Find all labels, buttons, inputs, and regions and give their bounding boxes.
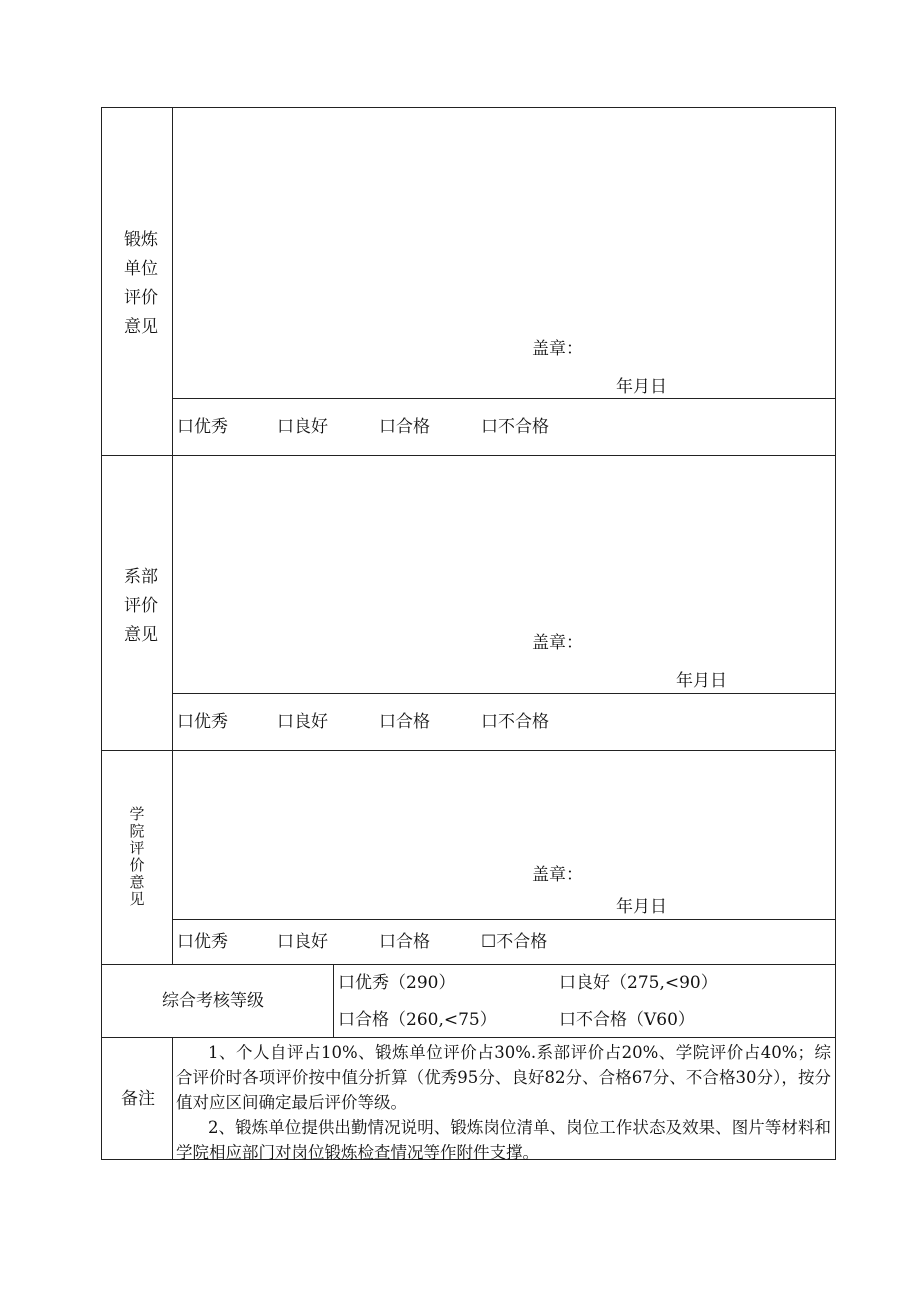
section-label-college: 学 院 评 价 意 见 — [129, 805, 145, 908]
row-divider — [101, 750, 836, 751]
grade-option-pass[interactable]: 口合格 — [379, 712, 430, 732]
grade-option-excellent[interactable]: 口优秀 — [177, 712, 228, 732]
remarks-text — [176, 1040, 831, 1165]
grade-option-excellent[interactable]: 口优秀 — [177, 417, 228, 437]
grade-option-fail[interactable]: ☐不合格 — [481, 932, 548, 952]
table-top-border — [101, 107, 836, 108]
section-label-unit: 锻炼 单位 评价 意见 — [124, 230, 158, 337]
overall-option-excellent[interactable]: 口优秀（290） — [338, 973, 456, 993]
grade-option-good[interactable]: 口良好 — [277, 712, 328, 732]
section-label-department: 系部 评价 意见 — [124, 567, 158, 645]
grade-row-divider — [172, 398, 836, 399]
stamp-label: 盖章： — [532, 865, 583, 885]
overall-grade-label: 综合考核等级 — [162, 991, 264, 1011]
remarks-paragraph-2: 2、锻炼单位提供出勤情况说明、锻炼岗位清单、岗位工作状态及效果、图片等材料和学院相应部门对岗位锻炼检查情况等作附件支撑。 — [176, 1118, 831, 1162]
date-label: 年月日 — [616, 377, 667, 397]
grade-option-fail[interactable]: 口不合格 — [481, 712, 549, 732]
table-left-border — [101, 107, 102, 1160]
grade-option-pass[interactable]: 口合格 — [379, 932, 430, 952]
table-right-border — [835, 107, 836, 1160]
overall-option-good[interactable]: 口良好（275,<90） — [559, 973, 718, 993]
date-label: 年月日 — [676, 671, 727, 691]
grade-option-pass[interactable]: 口合格 — [379, 417, 430, 437]
grade-option-excellent[interactable]: 口优秀 — [177, 932, 228, 952]
grade-option-good[interactable]: 口良好 — [277, 417, 328, 437]
stamp-label: 盖章： — [532, 339, 583, 359]
stamp-label: 盖章： — [532, 633, 583, 653]
overall-divider — [333, 964, 334, 1038]
date-label: 年月日 — [616, 897, 667, 917]
grade-option-good[interactable]: 口良好 — [277, 932, 328, 952]
row-divider — [101, 455, 836, 456]
grade-row-divider — [172, 693, 836, 694]
row-divider — [101, 1037, 836, 1038]
overall-option-fail[interactable]: 口不合格（V60） — [559, 1010, 695, 1030]
remarks-label: 备注 — [121, 1089, 155, 1109]
row-divider — [101, 964, 836, 965]
remarks-paragraph-1: 1、个人自评占10%、锻炼单位评价占30%.系部评价占20%、学院评价占40%；综合评价时各项评价按中值分折算（优秀95分、良好82分、合格67分、不合格30分），按分值对应区间确定最后评价等级。 — [176, 1043, 831, 1112]
grade-option-fail[interactable]: 口不合格 — [481, 417, 549, 437]
overall-option-pass[interactable]: 口合格（260,<75） — [338, 1010, 497, 1030]
grade-row-divider — [172, 919, 836, 920]
